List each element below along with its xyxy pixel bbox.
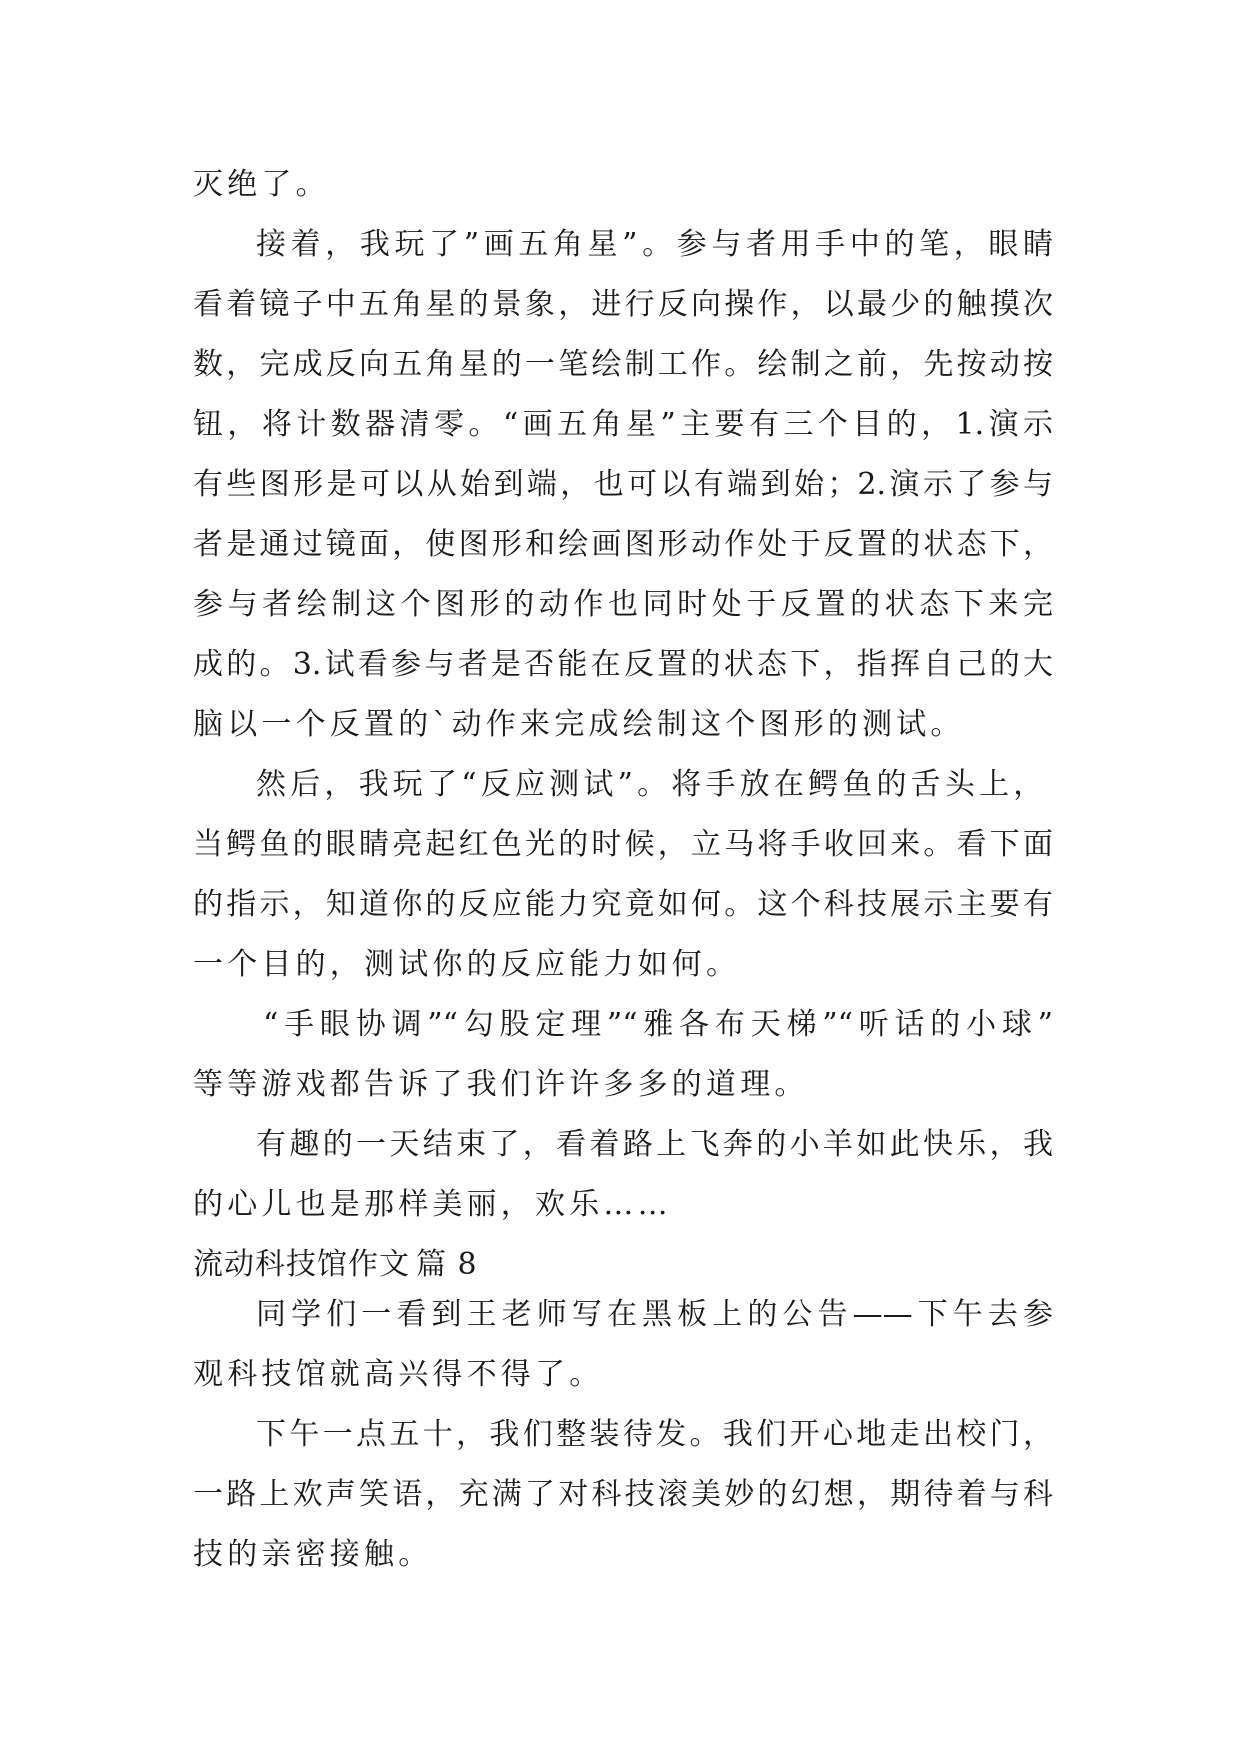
text-line: 脑以一个反置的`动作来完成绘制这个图形的测试。 (193, 707, 965, 742)
paragraph (193, 155, 1053, 215)
text-line: 当鳄鱼的眼睛亮起红色光的时候，立马将手收回来。看下面 (193, 827, 1053, 862)
paragraph (193, 755, 1053, 995)
text-line: 下午一点五十，我们整装待发。我们开心地走出校门， (256, 1417, 1053, 1452)
text-line: 一个目的，测试你的反应能力如何。 (193, 947, 741, 982)
paragraph (193, 1285, 1053, 1405)
paragraph (193, 1115, 1053, 1235)
text-line: 观科技馆就高兴得不得了。 (193, 1357, 604, 1392)
text-line: 看着镜子中五角星的景象，进行反向操作，以最少的触摸次 (193, 287, 1053, 322)
paragraph (193, 1405, 1053, 1585)
text-line: 技的亲密接触。 (193, 1537, 433, 1572)
text-line: 参与者绘制这个图形的动作也同时处于反置的状态下来完 (193, 587, 1053, 622)
paragraph (193, 215, 1053, 755)
text-line: 灭绝了。 (193, 167, 330, 202)
text-line: 一路上欢声笑语，充满了对科技滚美妙的幻想，期待着与科 (193, 1477, 1053, 1512)
text-line: 然后，我玩了“反应测试”。将手放在鳄鱼的舌头上， (256, 767, 1048, 802)
text-line: “手眼协调”“勾股定理”“雅各布天梯”“听话的小球” (263, 1007, 1053, 1042)
paragraph (193, 995, 1053, 1115)
document-page (193, 155, 1053, 1585)
text-line: 的指示，知道你的反应能力究竟如何。这个科技展示主要有 (193, 887, 1053, 922)
section-heading (193, 1235, 1053, 1285)
text-line: 数，完成反向五角星的一笔绘制工作。绘制之前，先按动按 (193, 347, 1053, 382)
text-line: 等等游戏都告诉了我们许许多多的道理。 (193, 1067, 809, 1102)
text-line: 有些图形是可以从始到端，也可以有端到始；2.演示了参与 (193, 467, 1053, 502)
text-line: 者是通过镜面，使图形和绘画图形动作处于反置的状态下， (193, 527, 1053, 562)
section-title: 流动科技馆作文 (193, 1247, 410, 1282)
text-line: 的心儿也是那样美丽，欢乐…… (193, 1187, 672, 1222)
text-line: 有趣的一天结束了，看着路上飞奔的小羊如此快乐，我 (256, 1127, 1053, 1162)
text-line: 同学们一看到王老师写在黑板上的公告——下午去参 (256, 1297, 1053, 1332)
section-number: 篇 8 (416, 1247, 478, 1282)
text-line: 钮，将计数器清零。“画五角星”主要有三个目的，1.演示 (193, 407, 1053, 442)
text-line: 接着，我玩了”画五角星”。参与者用手中的笔，眼睛 (256, 227, 1053, 262)
text-line: 成的。3.试看参与者是否能在反置的状态下，指挥自己的大 (193, 647, 1053, 682)
